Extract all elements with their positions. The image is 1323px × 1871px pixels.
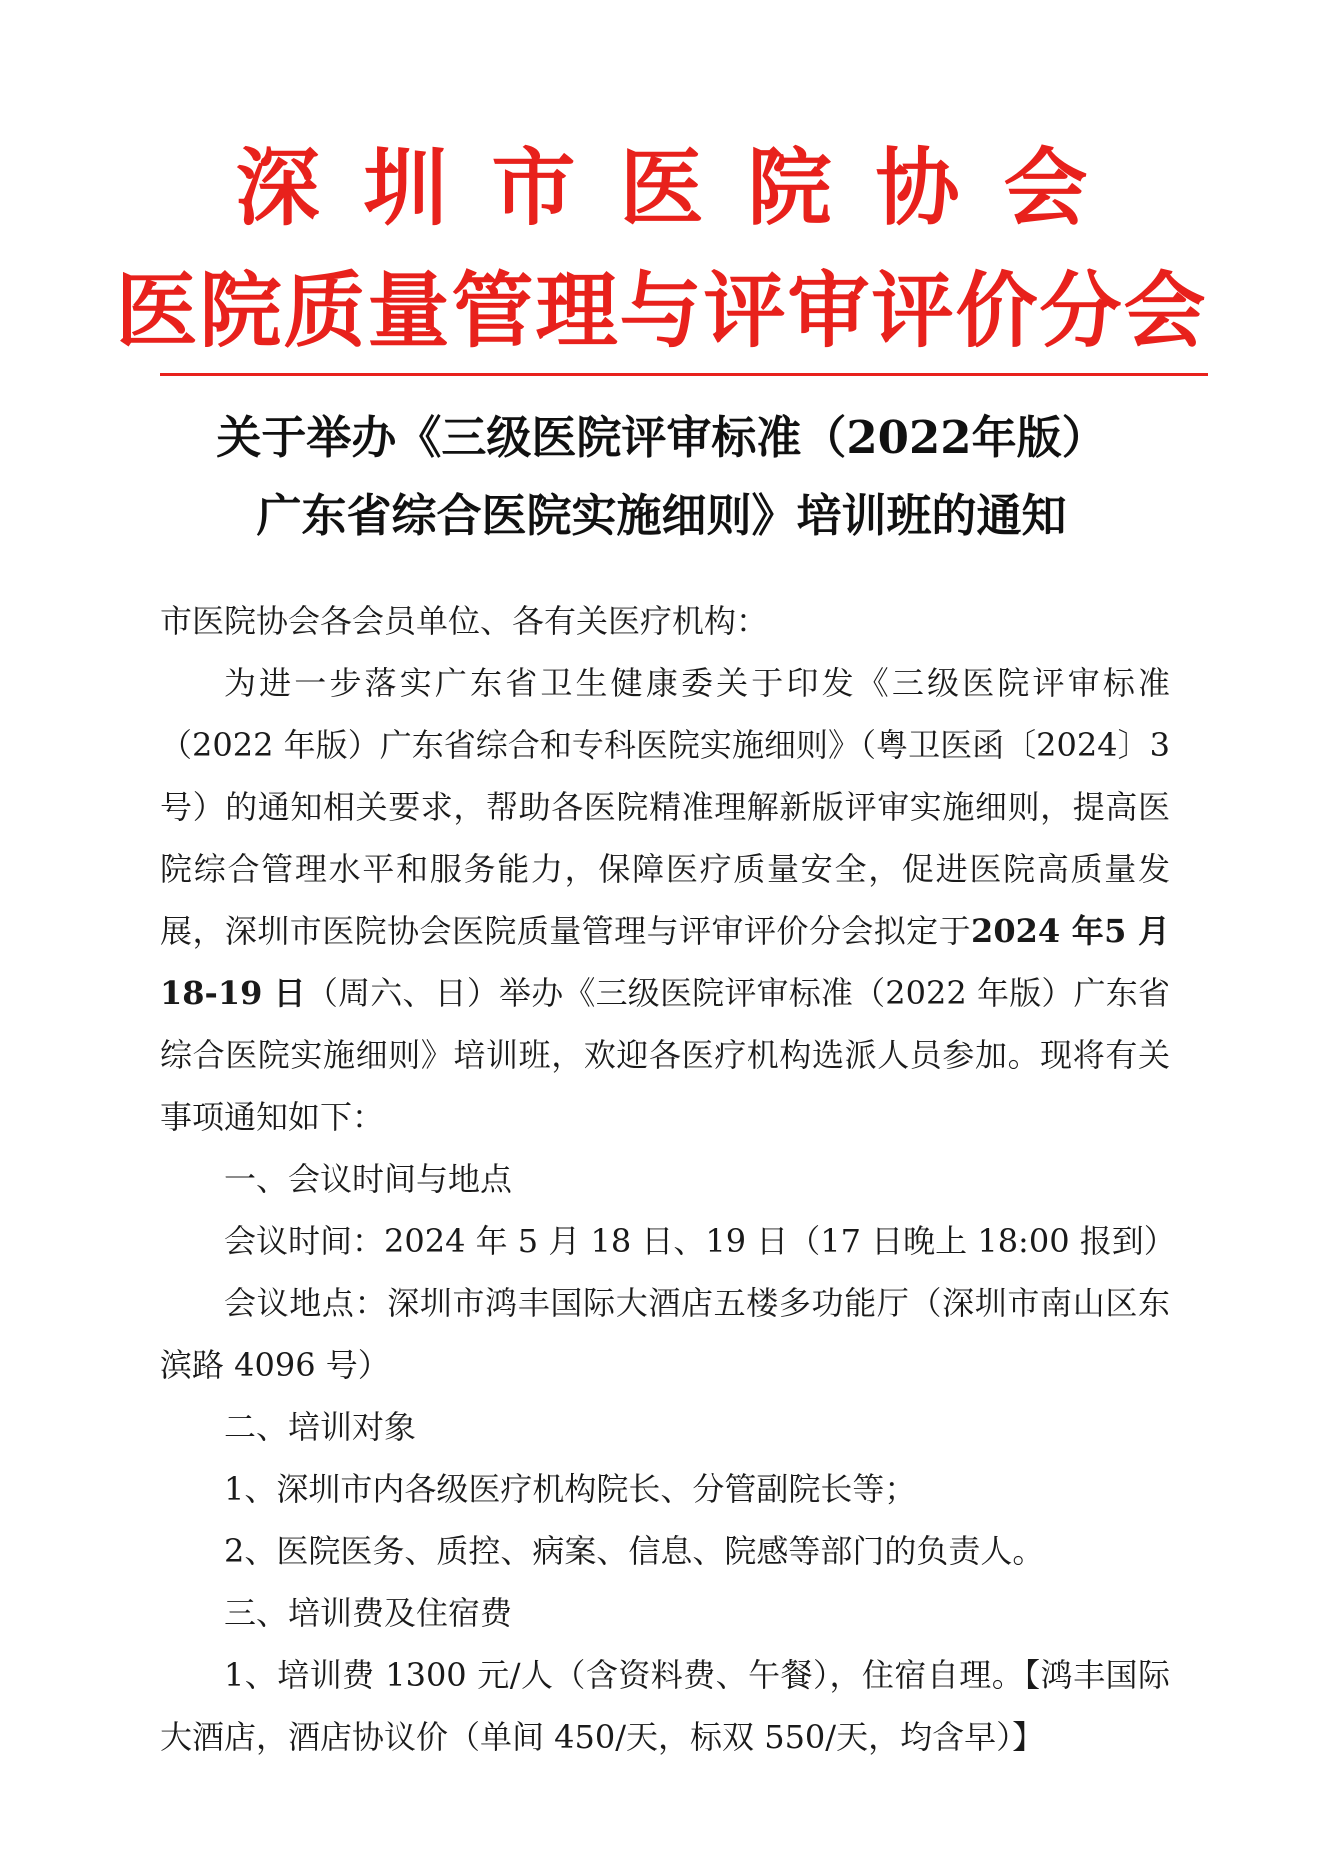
section-heading-time-place: 一、会议时间与地点 [224, 1160, 513, 1198]
notice-title-line-2: 广东省综合医院实施细则》培训班的通知 [256, 489, 1067, 542]
section-heading-fees: 三、培训费及住宿费 [224, 1594, 513, 1632]
meeting-time: 会议时间：2024 年 5 月 18 日、19 日（17 日晚上 18:00 报到） [224, 1222, 1176, 1260]
target-item-1: 1、深圳市内各级医疗机构院长、分管副院长等； [224, 1470, 917, 1508]
intro-paragraph [160, 652, 1170, 1148]
section-heading-target: 二、培训对象 [224, 1408, 417, 1446]
salutation: 市医院协会各会员单位、各有关医疗机构： [160, 602, 769, 640]
target-item-2: 2、医院医务、质控、病案、信息、院感等部门的负责人。 [224, 1532, 1045, 1570]
intro-text-b: （周六、日）举办《三级医院评审标准（2022 年版）广东省综合医院实施细则》培训班，欢迎各医疗机构选派人员参加。现将有关事项通知如下： [160, 974, 1170, 1136]
branch-name: 医院质量管理与评审评价分会 [115, 264, 1208, 359]
organization-name: 深圳市医院协会 [235, 139, 1132, 237]
intro-date: 2024 年5 月 18-19 日 [160, 912, 1170, 1012]
intro-text-a: 为进一步落实广东省卫生健康委关于印发《三级医院评审标准（2022 年版）广东省综合和专科医院实施细则》（粤卫医函〔2024〕3 号）的通知相关要求，帮助各医院精准理解新版评审实施细则，提高医院综合管理水平和服务能力，保障医疗质量安全，促进医院高质量发展，深圳市医院协会医院质量管理与评审评价分会拟定于 [160, 664, 1170, 950]
fee-item-1: 1、培训费 1300 元/人（含资料费、午餐），住宿自理。【鸿丰国际大酒店，酒店协议价（单间 450/天，标双 550/天，均含早）】 [160, 1656, 1170, 1756]
letterhead-divider [160, 373, 1208, 376]
notice-body [160, 590, 1176, 1768]
meeting-place: 会议地点：深圳市鸿丰国际大酒店五楼多功能厅（深圳市南山区东滨路 4096 号） [160, 1284, 1170, 1384]
notice-title-line-1: 关于举办《三级医院评审标准（2022年版） [216, 411, 1107, 464]
